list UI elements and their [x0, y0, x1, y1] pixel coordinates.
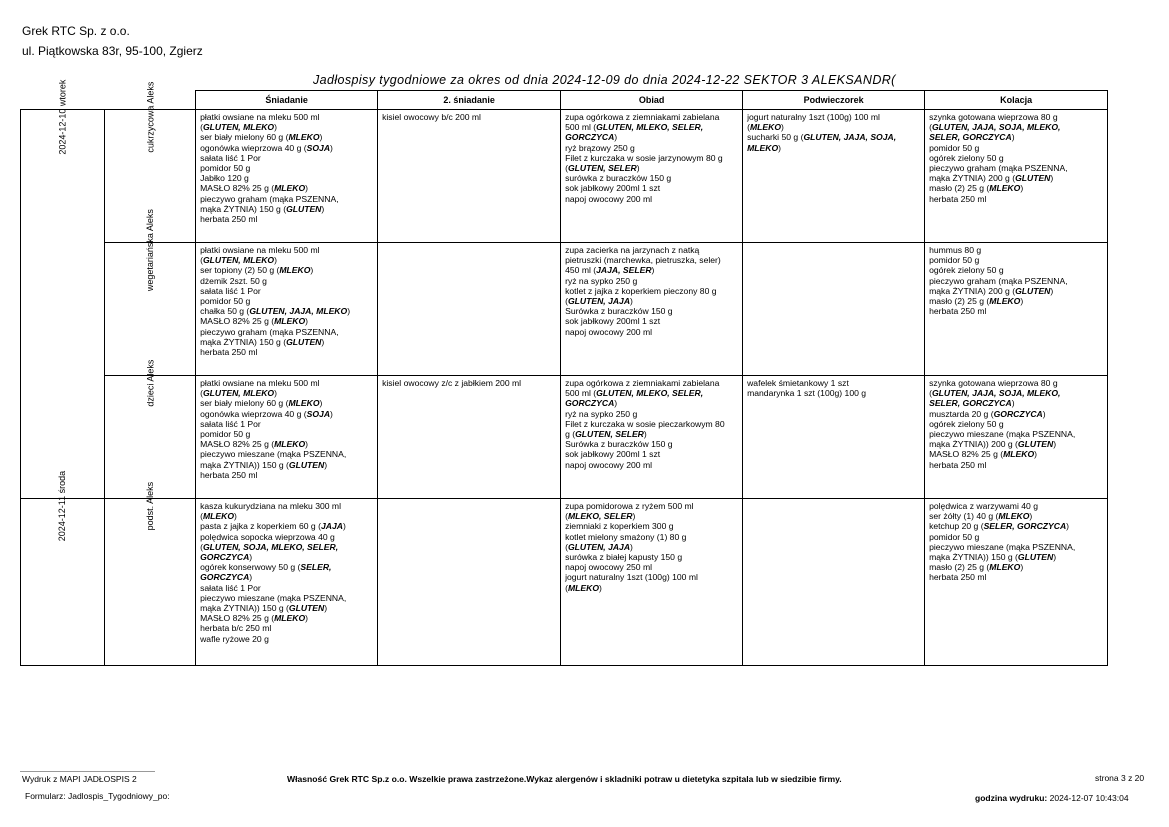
- meal-item: Filet z kurczaka w sosie pieczarkowym 80: [565, 418, 725, 429]
- meal-item: ryż brązowy 250 g: [565, 142, 635, 153]
- meal-cell: [925, 499, 1108, 666]
- meal-item: kotlet z jajka z koperkiem pieczony 80 g: [565, 285, 717, 296]
- print-time-label: godzina wydruku:: [975, 793, 1048, 803]
- meal-item: pomidor 50 g: [200, 296, 251, 307]
- meal-item: kisiel owocowy z/c z jabłkiem 200 ml: [382, 378, 522, 388]
- meal-item: polędwica z warzywami 40 g: [929, 501, 1038, 511]
- meal-item: sałata liść 1 Por: [200, 285, 261, 296]
- meal-item: pieczywo mieszane (mąka PSZENNA,: [200, 592, 347, 603]
- meal-item: sałata liść 1 Por: [200, 582, 261, 593]
- day-date: 2024-12-11 środa: [57, 470, 68, 542]
- meal-cell: [743, 499, 925, 666]
- day-date-cell: [21, 79, 105, 499]
- meal-item: płatki owsiane na mleku 500 ml: [200, 378, 320, 388]
- column-header: Kolacja: [925, 91, 1108, 110]
- meal-item: (GLUTEN, SOJA, MLEKO, SELER,: [200, 541, 339, 552]
- meal-item: mąka ŻYTNIA) 200 g (GLUTEN): [929, 285, 1054, 296]
- meal-item: herbata 250 ml: [929, 193, 987, 204]
- table-header-row: [21, 91, 1108, 110]
- meal-item: MASŁO 82% 25 g (MLEKO): [200, 439, 309, 450]
- diet-cell: [105, 481, 196, 666]
- meal-item: mąka ŻYTNIA) 150 g (GLUTEN): [200, 336, 325, 347]
- meal-item: napoj owocowy 200 ml: [565, 459, 653, 470]
- menu-row: [21, 243, 1108, 376]
- meal-item: (MLEKO): [747, 122, 784, 133]
- meal-item: masło (2) 25 g (MLEKO): [929, 296, 1024, 307]
- meal-item: (GLUTEN, MLEKO): [200, 122, 277, 133]
- meal-item: pomidor 50 g: [929, 531, 980, 542]
- meal-item: SELER, GORCZYCA): [929, 132, 1015, 143]
- meal-item: masło (2) 25 g (MLEKO): [929, 183, 1024, 194]
- diet-cell: [105, 359, 196, 499]
- meal-item: kasza kukurydziana na mleku 300 ml: [200, 501, 342, 511]
- meal-cell: [196, 243, 378, 376]
- meal-item: SELER, GORCZYCA): [929, 398, 1015, 409]
- meal-item: pieczywo graham (mąka PSZENNA,: [200, 326, 339, 337]
- meal-item: mąka ŻYTNIA)) 150 g (GLUTEN): [200, 603, 328, 614]
- meal-item: ser topiony (2) 50 g (MLEKO): [200, 265, 314, 276]
- day-date-cell: [21, 470, 105, 666]
- meal-item: wafelek śmietankowy 1 szt: [747, 378, 849, 388]
- meal-item: zupa zacierka na jarzynach z natką: [565, 245, 700, 255]
- footer-ownership-note: Własność Grek RTC Sp.z o.o. Wszelkie prawa zastrzeżone.Wykaz alergenów i skladniki potraw u dietetyka szpitala lub w siedzibie firmy.: [287, 774, 842, 784]
- meal-item: hummus 80 g: [929, 245, 982, 255]
- meal-item: kisiel owocowy b/c 200 ml: [382, 112, 481, 122]
- meal-item: masło (2) 25 g (MLEKO): [929, 562, 1024, 573]
- meal-item: pieczywo graham (mąka PSZENNA,: [200, 193, 339, 204]
- diet-name: wegetariańska Aleks: [144, 209, 155, 292]
- meal-cell: [378, 499, 561, 666]
- meal-item: GORCZYCA): [200, 552, 253, 563]
- meal-item: surówka z buraczków 150 g: [565, 173, 672, 184]
- meal-item: pomidor 50 g: [200, 429, 251, 440]
- meal-item: wafle ryżowe 20 g: [200, 633, 269, 644]
- meal-item: ziemniaki z koperkiem 300 g: [565, 521, 674, 532]
- meal-item: pietruszki (marchewka, pietruszka, seler): [565, 255, 721, 266]
- meal-item: herbata 250 ml: [929, 306, 987, 317]
- meal-item: szynka gotowana wieprzowa 80 g: [929, 378, 1058, 388]
- meal-cell: [378, 376, 561, 499]
- meal-item: GORCZYCA): [565, 398, 618, 409]
- menu-row: [21, 376, 1108, 499]
- meal-item: mandarynka 1 szt (100g) 100 g: [747, 388, 867, 399]
- diet-name: podst. Aleks: [144, 481, 155, 531]
- meal-item: sok jabłkowy 200ml 1 szt: [565, 183, 661, 194]
- column-header: Podwieczorek: [743, 91, 925, 110]
- meal-item: 500 ml (GLUTEN, MLEKO, SELER,: [565, 388, 704, 399]
- meal-cell: [925, 376, 1108, 499]
- meal-item: (GLUTEN, SELER): [565, 163, 640, 174]
- meal-item: sok jabłkowy 200ml 1 szt: [565, 316, 661, 327]
- meal-item: pomidor 50 g: [200, 163, 251, 174]
- meal-item: herbata 250 ml: [200, 214, 258, 225]
- meal-item: pomidor 50 g: [929, 255, 980, 266]
- meal-item: pieczywo mieszane (mąka PSZENNA,: [929, 429, 1076, 440]
- meal-item: (MLEKO): [200, 511, 237, 522]
- meal-item: pieczywo graham (mąka PSZENNA,: [929, 275, 1068, 286]
- meal-item: 450 ml (JAJA, SELER): [565, 265, 655, 276]
- meal-item: zupa pomidorowa z ryżem 500 ml: [565, 501, 694, 511]
- meal-item: napoj owocowy 200 ml: [565, 326, 653, 337]
- meal-item: napoj owocowy 200 ml: [565, 193, 653, 204]
- meal-item: herbata 250 ml: [200, 347, 258, 358]
- meal-item: (GLUTEN, JAJA, SOJA, MLEKO,: [929, 388, 1061, 399]
- meal-item: pieczywo mieszane (mąka PSZENNA,: [929, 541, 1076, 552]
- meal-item: herbata 250 ml: [929, 459, 987, 470]
- meal-item: g (GLUTEN, SELER): [565, 429, 647, 440]
- meal-item: sałata liść 1 Por: [200, 418, 261, 429]
- meal-item: ketchup 20 g (SELER, GORCZYCA): [929, 521, 1070, 532]
- meal-item: sucharki 50 g (GLUTEN, JAJA, SOJA,: [747, 132, 897, 143]
- column-header: Obiad: [561, 91, 743, 110]
- meal-item: ser żółty (1) 40 g (MLEKO): [929, 511, 1033, 522]
- meal-item: Filet z kurczaka w sosie jarzynowym 80 g: [565, 152, 723, 163]
- meal-item: chałka 50 g (GLUTEN, JAJA, MLEKO): [200, 306, 351, 317]
- meal-item: Surówka z buraczków 150 g: [565, 306, 673, 317]
- meal-cell: [925, 243, 1108, 376]
- meal-item: ogórek konserwowy 50 g (SELER,: [200, 562, 332, 573]
- meal-item: sałata liść 1 Por: [200, 152, 261, 163]
- meal-item: ogórek zielony 50 g: [929, 418, 1004, 429]
- meal-item: (GLUTEN, JAJA, SOJA, MLEKO,: [929, 122, 1061, 133]
- meal-item: szynka gotowana wieprzowa 80 g: [929, 112, 1058, 122]
- meal-item: mąka ŻYTNIA)) 150 g (GLUTEN): [929, 552, 1057, 563]
- company-name: Grek RTC Sp. z o.o.: [22, 24, 130, 38]
- meal-cell: [561, 243, 743, 376]
- meal-item: ogórek zielony 50 g: [929, 265, 1004, 276]
- meal-item: płatki owsiane na mleku 500 ml: [200, 112, 320, 122]
- meal-item: zupa ogórkowa z ziemniakami zabielana: [565, 378, 720, 388]
- meal-cell: [378, 243, 561, 376]
- diet-name: dzieci Aleks: [144, 359, 155, 407]
- meal-item: płatki owsiane na mleku 500 ml: [200, 245, 320, 255]
- meal-item: mąka ŻYTNIA) 200 g (GLUTEN): [929, 173, 1054, 184]
- footer-divider: [20, 771, 155, 772]
- meal-cell: [925, 110, 1108, 243]
- meal-cell: [196, 376, 378, 499]
- meal-item: dżemik 2szt. 50 g: [200, 275, 267, 286]
- meal-item: zupa ogórkowa z ziemniakami zabielana: [565, 112, 720, 122]
- day-date: 2024-12-10 wtorek: [57, 79, 68, 155]
- diet-name: cukrzycowa Aleks: [144, 81, 155, 153]
- footer-print-source: Wydruk z MAPI JADŁOSPIS 2: [22, 774, 137, 784]
- meal-item: jogurt naturalny 1szt (100g) 100 ml: [747, 112, 880, 122]
- meal-item: MASŁO 82% 25 g (MLEKO): [200, 613, 309, 624]
- meal-item: Jabłko 120 g: [200, 173, 249, 184]
- column-header: 2. śniadanie: [378, 91, 561, 110]
- meal-cell: [378, 110, 561, 243]
- meal-item: MASŁO 82% 25 g (MLEKO): [929, 449, 1038, 460]
- meal-item: mąka ŻYTNIA)) 150 g (GLUTEN): [200, 459, 328, 470]
- meal-item: (GLUTEN, MLEKO): [200, 388, 277, 399]
- print-time-value: 2024-12-07 10:43:04: [1049, 793, 1129, 803]
- column-header: Śniadanie: [196, 91, 378, 110]
- company-address: ul. Piątkowska 83r, 95-100, Zgierz: [22, 44, 203, 58]
- meal-item: GORCZYCA): [565, 132, 618, 143]
- meal-item: mąka ŻYTNIA)) 200 g (GLUTEN): [929, 439, 1057, 450]
- meal-item: pieczywo mieszane (mąka PSZENNA,: [200, 449, 347, 460]
- menu-row: [21, 499, 1108, 666]
- meal-item: surówka z białej kapusty 150 g: [565, 552, 683, 563]
- meal-item: polędwica sopocka wieprzowa 40 g: [200, 531, 335, 542]
- meal-item: pieczywo graham (mąka PSZENNA,: [929, 163, 1068, 174]
- page-number: strona 3 z 20: [1095, 773, 1145, 783]
- meal-item: ryż na sypko 250 g: [565, 408, 638, 419]
- meal-item: jogurt naturalny 1szt (100g) 100 ml: [565, 572, 698, 583]
- meal-cell: [196, 110, 378, 243]
- meal-item: (GLUTEN, JAJA): [565, 541, 633, 552]
- meal-cell: [196, 499, 378, 666]
- meal-item: ser biały mielony 60 g (MLEKO): [200, 398, 323, 409]
- meal-item: herbata b/c 250 ml: [200, 623, 272, 634]
- meal-item: sok jabłkowy 200ml 1 szt: [565, 449, 661, 460]
- meal-item: pasta z jajka z koperkiem 60 g (JAJA): [200, 521, 346, 532]
- print-time: [975, 793, 1129, 803]
- meal-item: ogonówka wieprzowa 40 g (SOJA): [200, 408, 333, 419]
- meal-item: ogonówka wieprzowa 40 g (SOJA): [200, 142, 333, 153]
- meal-item: herbata 250 ml: [200, 469, 258, 480]
- meal-item: MASŁO 82% 25 g (MLEKO): [200, 183, 309, 194]
- meal-item: Surówka z buraczków 150 g: [565, 439, 673, 450]
- meal-cell: [743, 110, 925, 243]
- meal-item: (MLEKO, SELER): [565, 511, 636, 522]
- meal-cell: [561, 376, 743, 499]
- footer-form-name: Formularz: Jadlospis_Tygodniowy_po:: [25, 791, 170, 801]
- meal-item: (GLUTEN, MLEKO): [200, 255, 277, 266]
- meal-item: mąka ŻYTNIA) 150 g (GLUTEN): [200, 203, 325, 214]
- meal-item: (GLUTEN, JAJA): [565, 296, 633, 307]
- meal-item: ryż na sypko 250 g: [565, 275, 638, 286]
- meal-cell: [743, 243, 925, 376]
- meal-cell: [561, 499, 743, 666]
- meal-cell: [561, 110, 743, 243]
- meal-item: herbata 250 ml: [929, 572, 987, 583]
- meal-item: ogórek zielony 50 g: [929, 152, 1004, 163]
- meal-cell: [743, 376, 925, 499]
- meal-item: MASŁO 82% 25 g (MLEKO): [200, 316, 309, 327]
- diet-cell: [105, 209, 196, 376]
- meal-item: MLEKO): [747, 142, 781, 153]
- menu-row: [21, 110, 1108, 243]
- meal-item: GORCZYCA): [200, 572, 253, 583]
- meal-item: pomidor 50 g: [929, 142, 980, 153]
- meal-item: musztarda 20 g (GORCZYCA): [929, 408, 1046, 419]
- meal-item: napoj owocowy 250 ml: [565, 562, 653, 573]
- meal-item: kotlet mielony smażony (1) 80 g: [565, 531, 687, 542]
- meal-item: (MLEKO): [565, 582, 602, 593]
- meal-item: ser biały mielony 60 g (MLEKO): [200, 132, 323, 143]
- page-title: Jadłospisy tygodniowe za okres od dnia 2024-12-09 do dnia 2024-12-22 SEKTOR 3 ALEKSANDR(: [313, 73, 896, 87]
- meal-item: 500 ml (GLUTEN, MLEKO, SELER,: [565, 122, 704, 133]
